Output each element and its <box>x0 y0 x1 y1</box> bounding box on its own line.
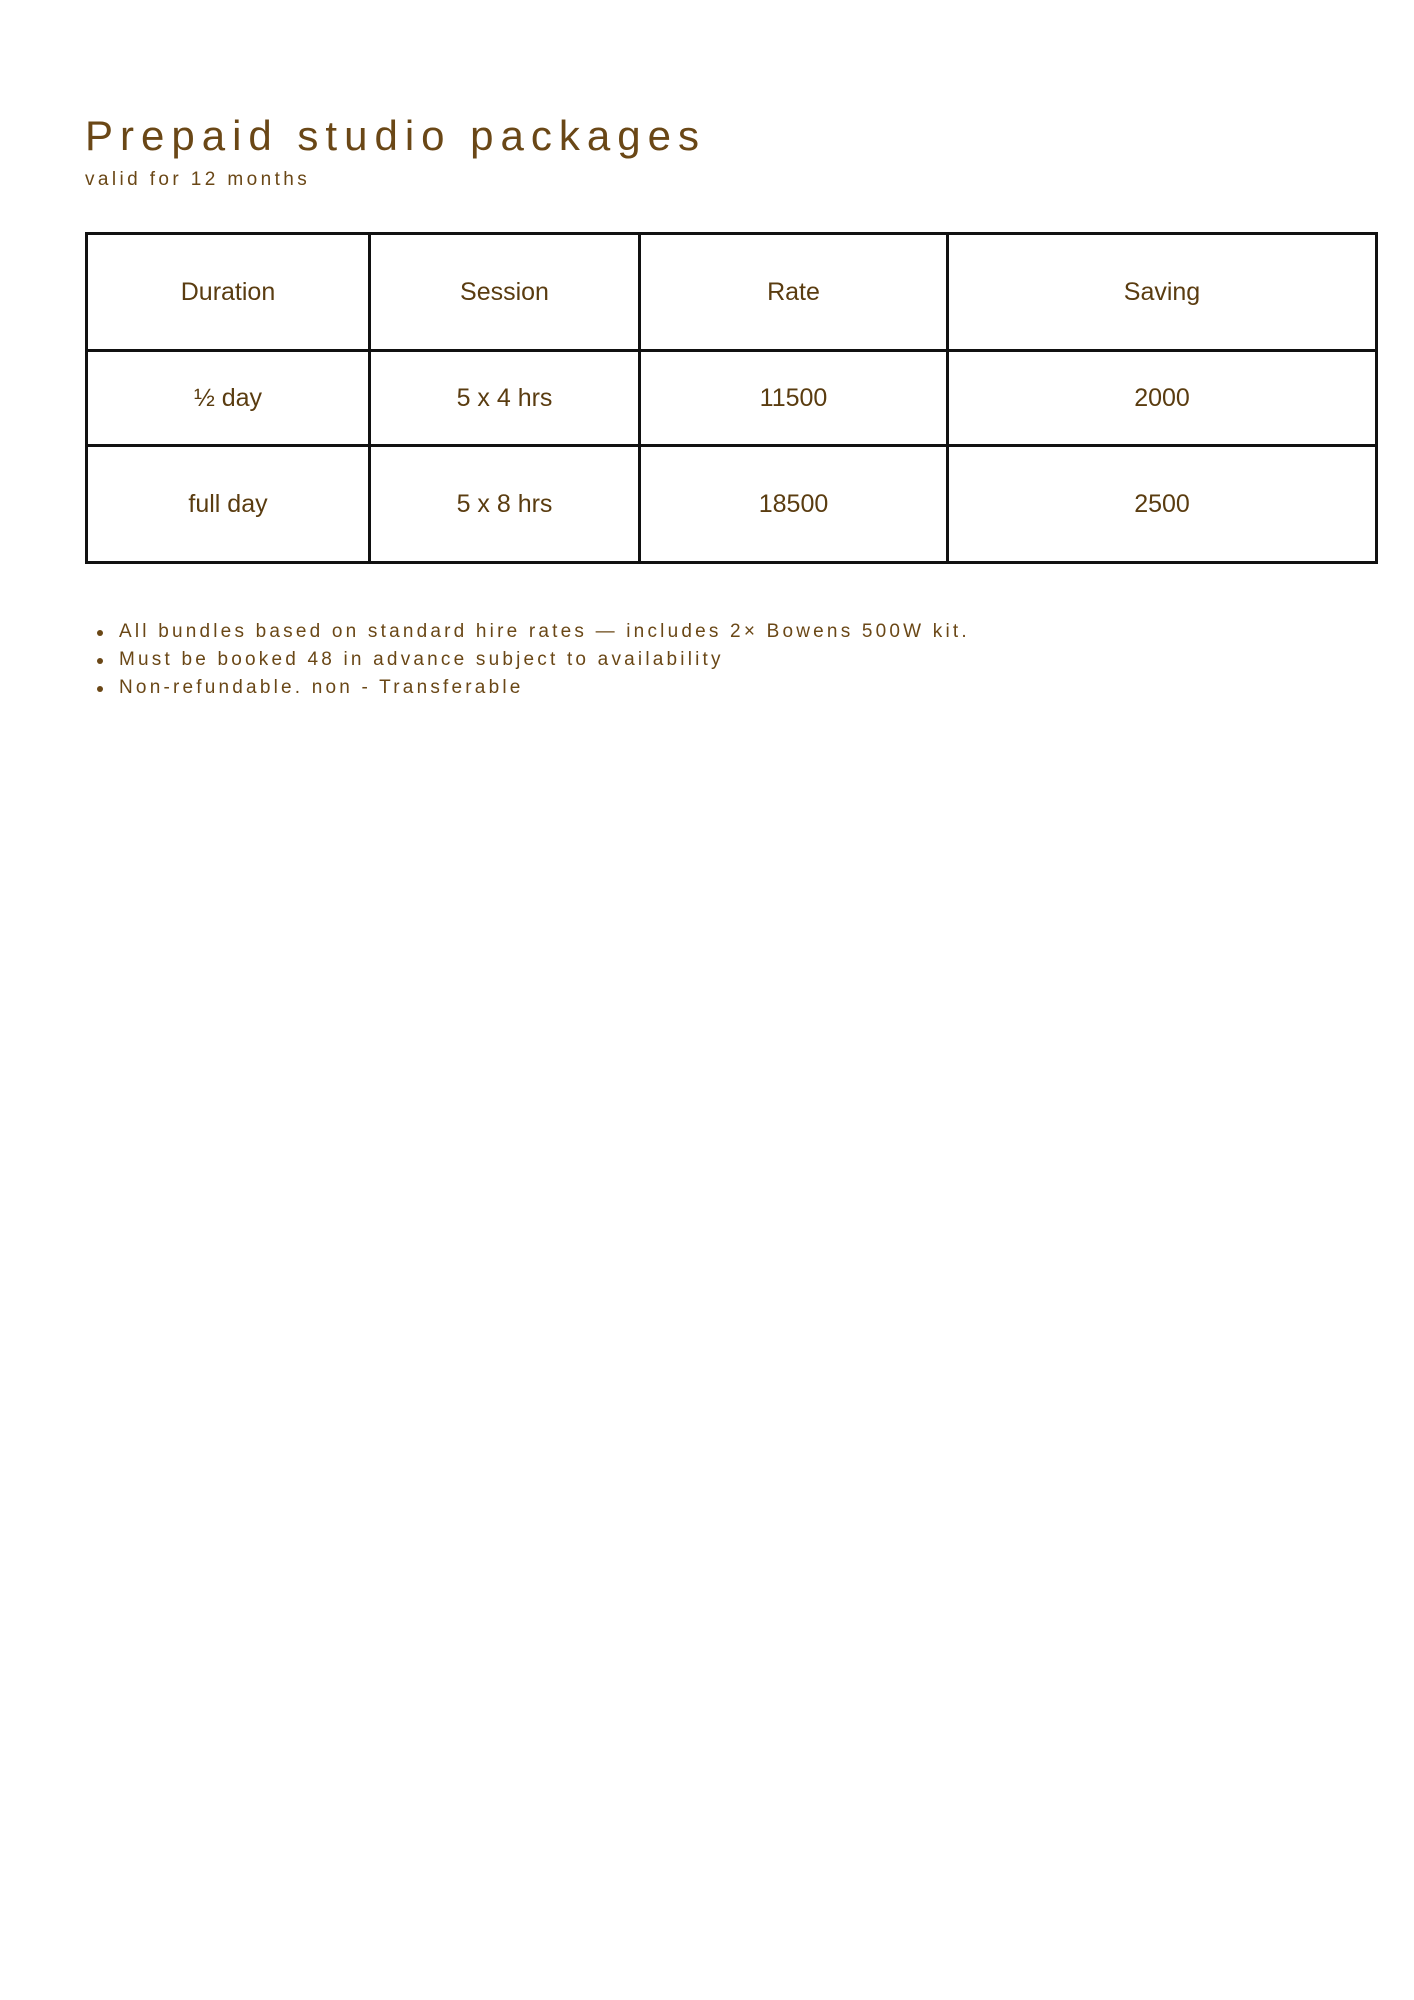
cell-session: 5 x 8 hrs <box>370 446 640 563</box>
cell-saving: 2000 <box>948 351 1377 446</box>
bullet-icon <box>97 630 103 636</box>
list-item <box>119 646 970 674</box>
note-text: Must be booked 48 in advance subject to availability <box>119 649 724 670</box>
cell-saving: 2500 <box>948 446 1377 563</box>
page-subtitle: valid for 12 months <box>85 169 311 190</box>
header-saving: Saving <box>948 234 1377 351</box>
cell-duration: full day <box>87 446 370 563</box>
page-title: Prepaid studio packages <box>85 112 706 159</box>
bullet-icon <box>97 686 103 692</box>
cell-duration: ½ day <box>87 351 370 446</box>
cell-rate: 11500 <box>640 351 948 446</box>
packages-table <box>85 232 1378 564</box>
header-session: Session <box>370 234 640 351</box>
list-item <box>119 618 970 646</box>
table-row <box>87 351 1377 446</box>
header-duration: Duration <box>87 234 370 351</box>
bullet-icon <box>97 658 103 664</box>
cell-rate: 18500 <box>640 446 948 563</box>
header-rate: Rate <box>640 234 948 351</box>
table-header-row <box>87 234 1377 351</box>
notes-list <box>119 618 970 702</box>
cell-session: 5 x 4 hrs <box>370 351 640 446</box>
note-text: Non-refundable. non - Transferable <box>119 677 524 698</box>
note-text: All bundles based on standard hire rates — includes 2× Bowens 500W kit. <box>119 621 970 642</box>
table-row <box>87 446 1377 563</box>
list-item <box>119 674 970 702</box>
